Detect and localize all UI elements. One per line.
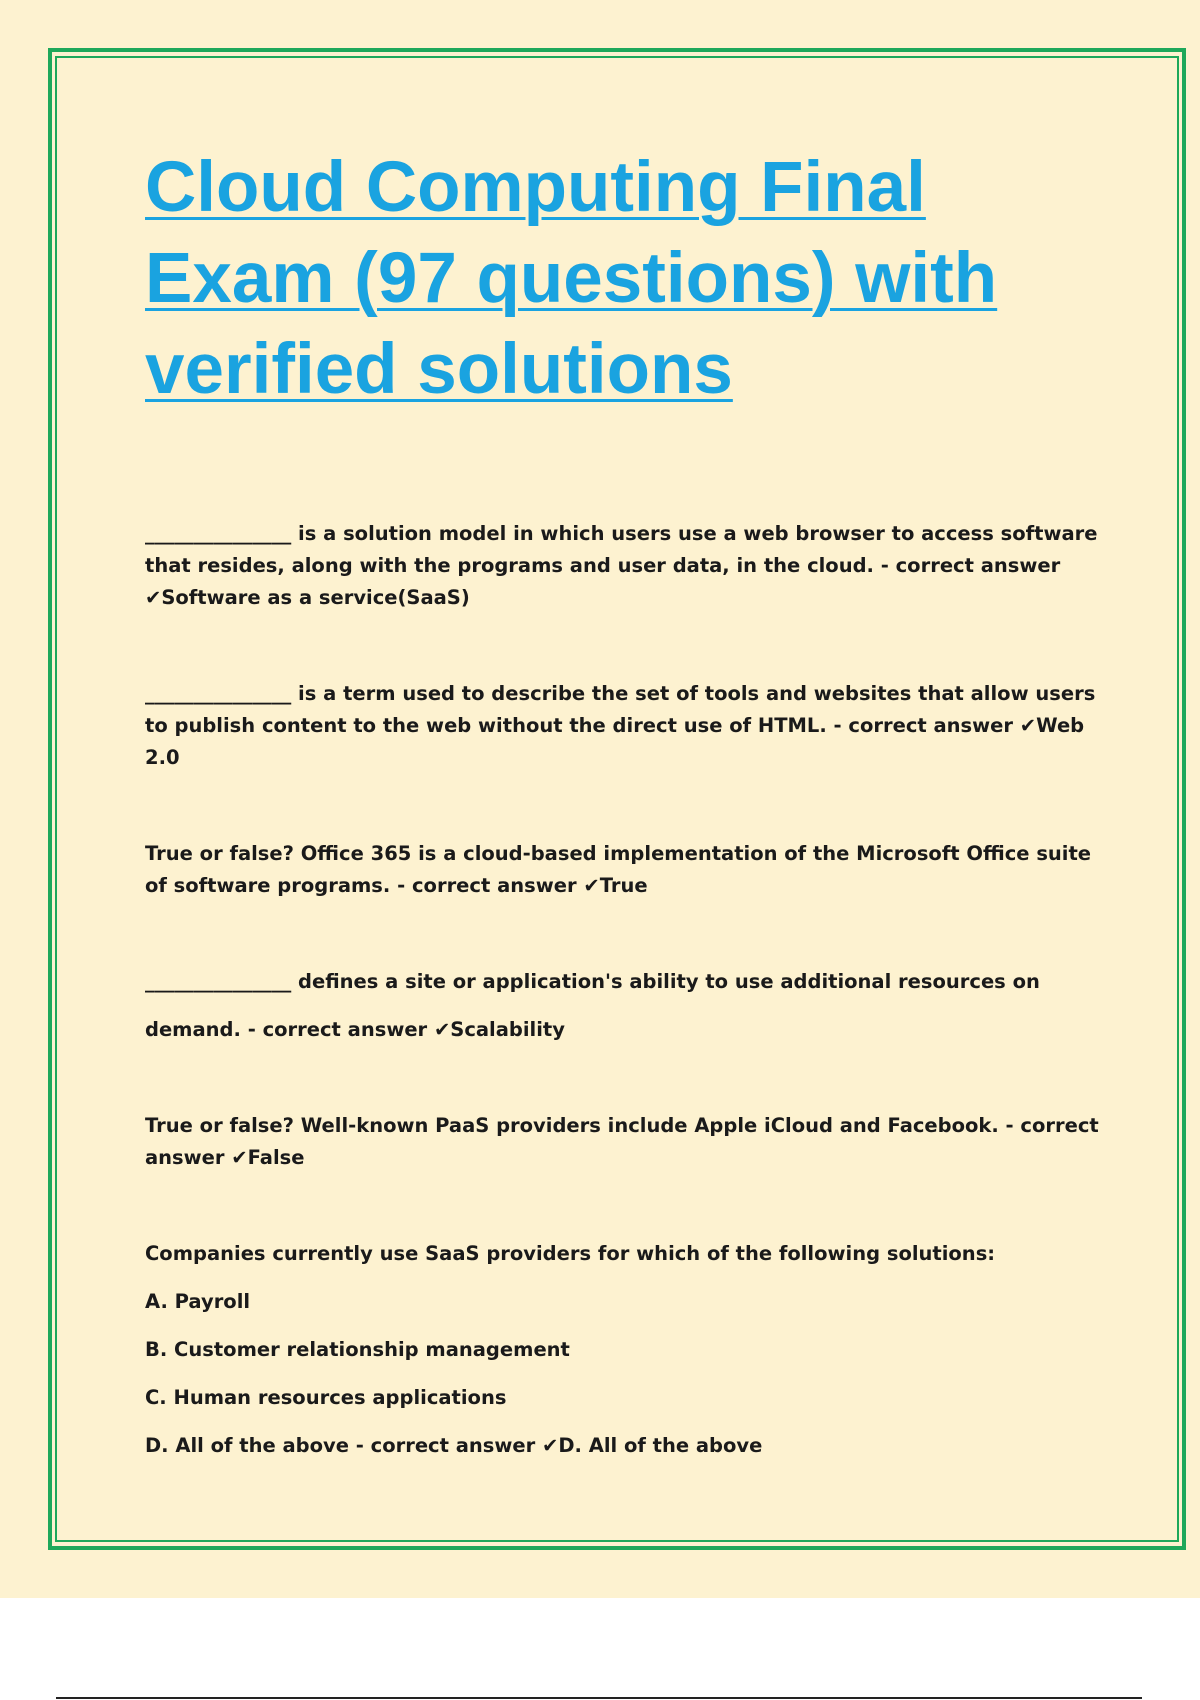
question-item — [145, 838, 1105, 902]
question-text: True or false? Well-known PaaS providers include Apple iCloud and Facebook. - correct answer ✔False — [145, 1114, 1099, 1169]
answer-blank: _______________ — [145, 970, 292, 993]
question-text-continued: demand. - correct answer ✔Scalability — [145, 1018, 565, 1041]
option-d-with-answer: D. All of the above - correct answer ✔D. All of the above — [145, 1434, 763, 1457]
question-item — [145, 1110, 1105, 1174]
option-c: C. Human resources applications — [145, 1386, 507, 1409]
option-b: B. Customer relationship management — [145, 1338, 570, 1361]
answer-blank: _______________ — [145, 682, 292, 705]
question-text: is a solution model in which users use a web browser to access software that resides, along with the programs and user data, in the cloud. - correct answer ✔Software as a service(SaaS) — [145, 522, 1098, 609]
question-text: is a term used to describe the set of tools and websites that allow users to publish content to the web without the direct use of HTML. - correct answer ✔Web 2.0 — [145, 682, 1096, 769]
question-text: Companies currently use SaaS providers for which of the following solutions: — [145, 1242, 996, 1265]
question-item — [145, 678, 1105, 774]
question-item — [145, 966, 1105, 1046]
document-title: Cloud Computing Final Exam (97 questions) with verified solutions — [145, 148, 998, 409]
question-item — [145, 518, 1105, 614]
question-text: True or false? Office 365 is a cloud-based implementation of the Microsoft Office suite of software programs. - correct answer ✔True — [145, 842, 1092, 897]
option-a: A. Payroll — [145, 1290, 251, 1313]
question-text: defines a site or application's ability to use additional resources on — [291, 970, 1040, 993]
footer-divider — [56, 1697, 1142, 1699]
answer-blank: _______________ — [145, 522, 292, 545]
question-item — [145, 1238, 1105, 1462]
questions-list — [145, 518, 1105, 1462]
